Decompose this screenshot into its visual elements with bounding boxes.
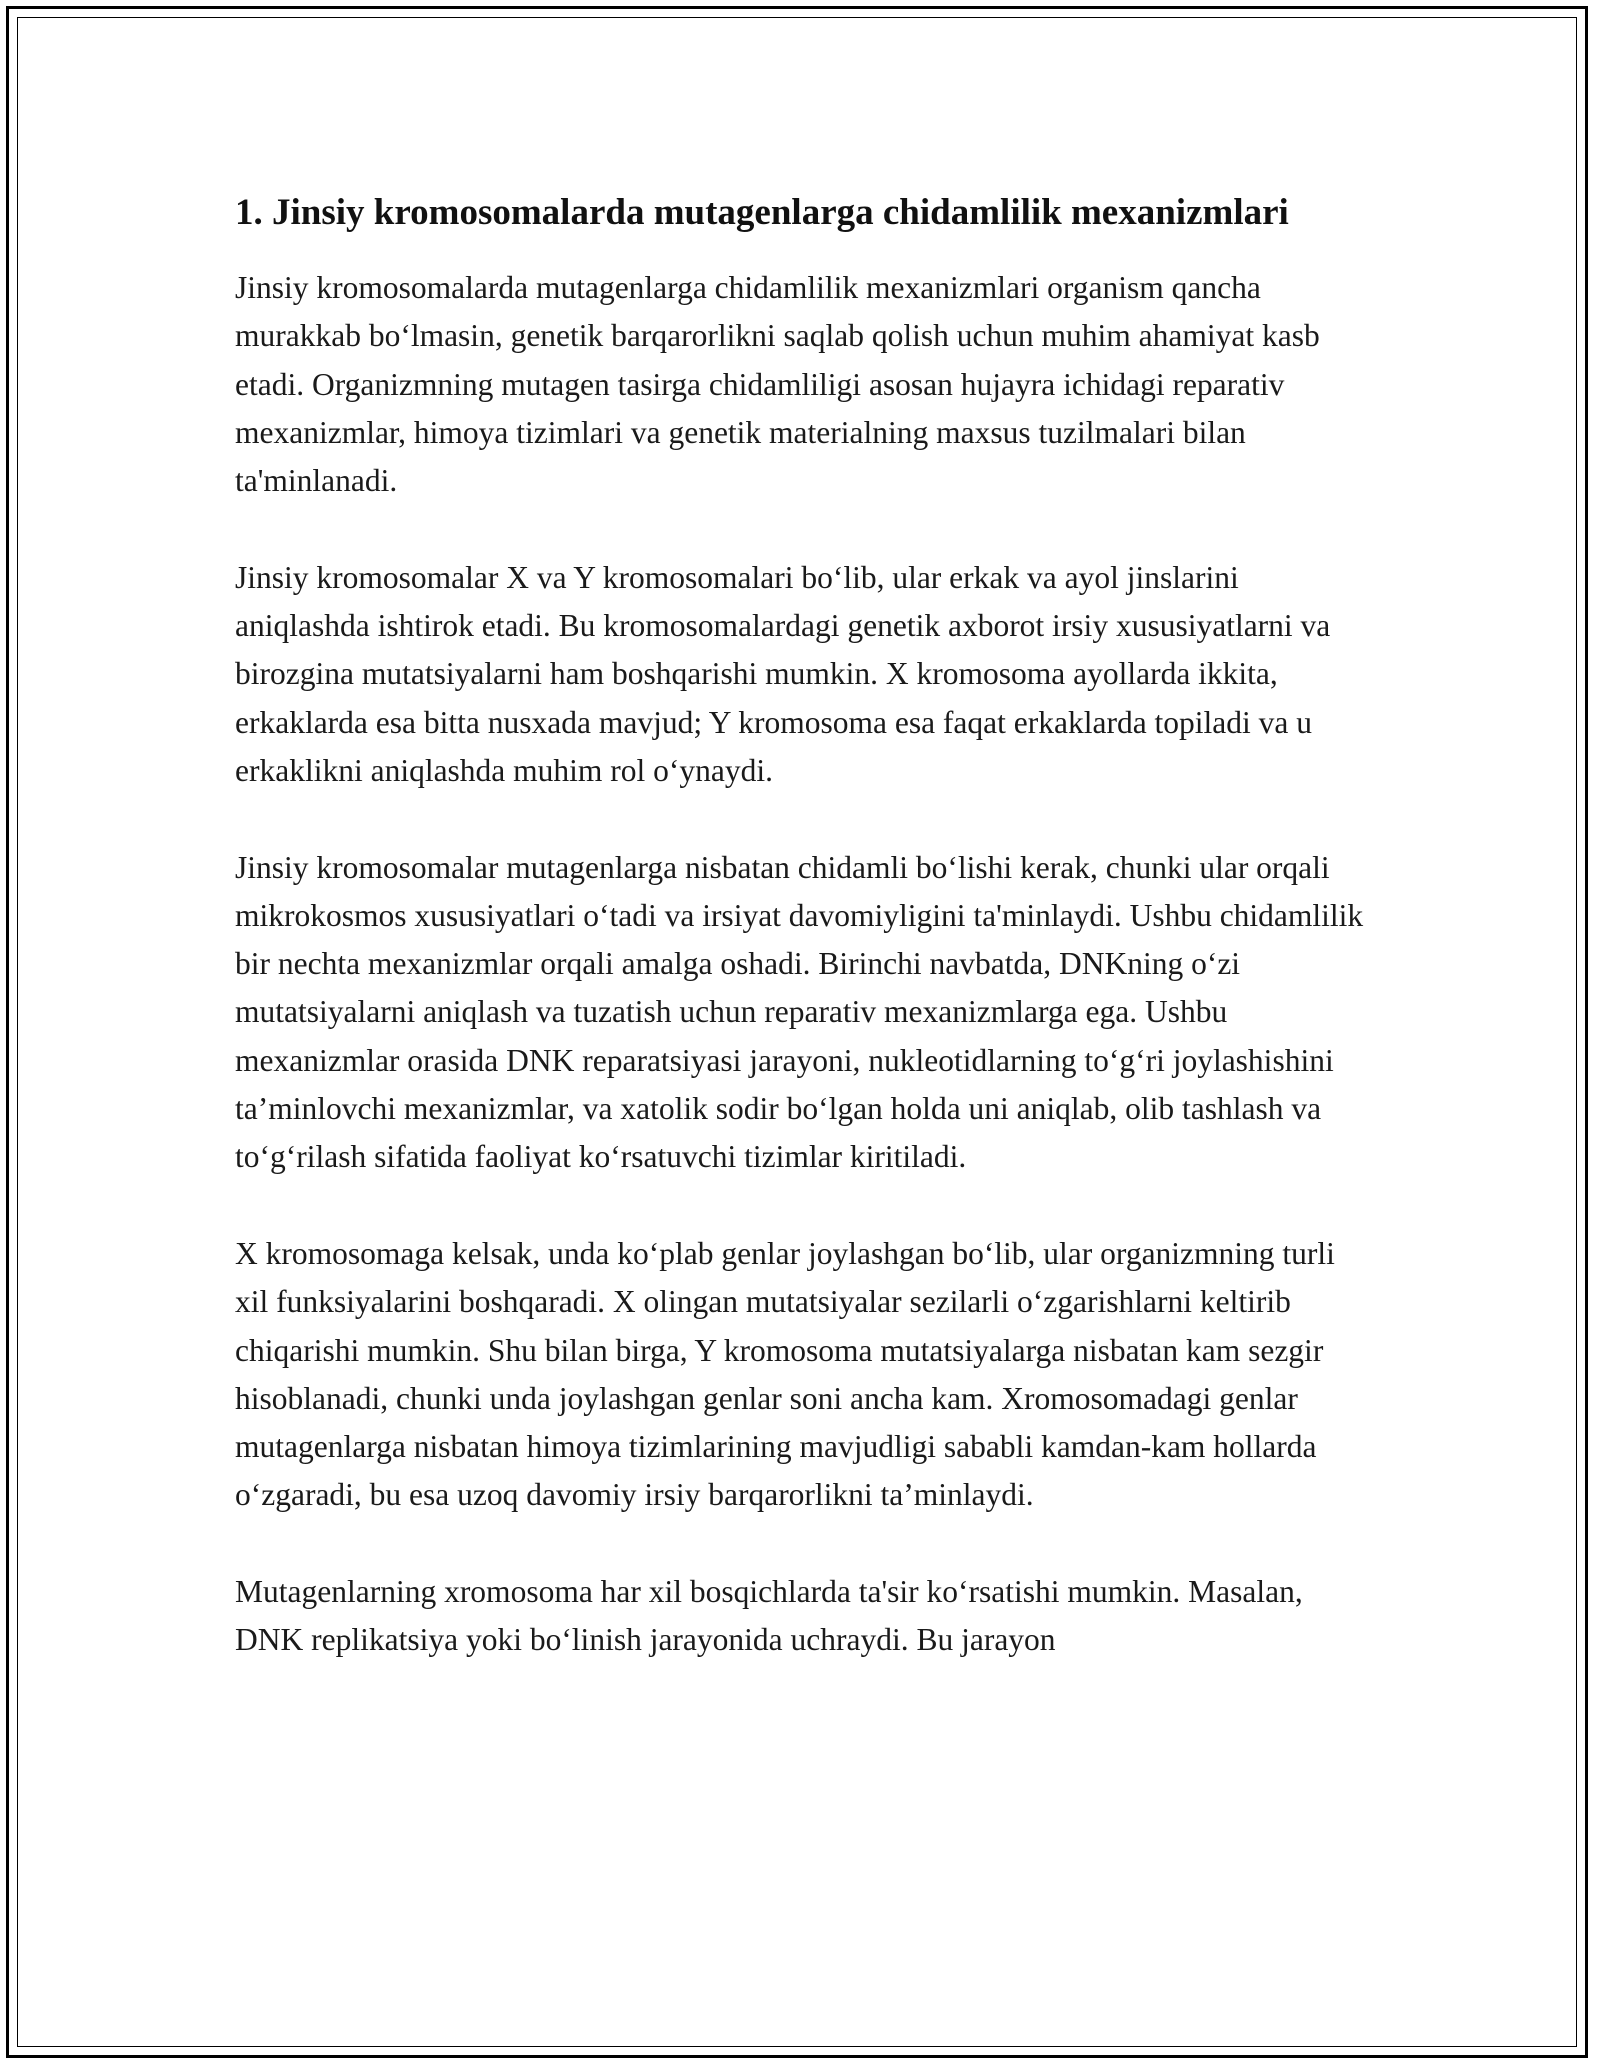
paragraph-5: Mutagenlarning xromosoma har xil bosqichlarda ta'sir ko‘rsatishi mumkin. Masalan, DNK replikatsiya yoki bo‘linish jarayonida uchraydi. Bu jarayon bbox=[235, 1574, 1303, 1658]
paragraph-3: Jinsiy kromosomalar mutagenlarga nisbatan chidamli bo‘lishi kerak, chunki ular orqali mikrokosmos xususiyatlari o‘tadi va irsiyat davomiyligini ta'minlaydi. Ushbu chidamlilik bir nechta mexanizmlar orqali amalga oshadi. Birinchi navbatda, DNKning o‘zi mutatsiyalarni aniqlash va tuzatish uchun reparativ mexanizmlarga ega. Ushbu mexanizmlar orasida DNK reparatsiyasi jarayoni, nukleotidlarning to‘g‘ri joylashishini ta’minlovchi mexanizmlar, va xatolik sodir bo‘lgan holda uni aniqlab, olib tashlash va to‘g‘rilash sifatida faoliyat ko‘rsatuvchi tizimlar kiritiladi. bbox=[235, 849, 1364, 1175]
paragraph-4: X kromosomaga kelsak, unda ko‘plab genlar joylashgan bo‘lib, ular organizmning turli xil funksiyalarini boshqaradi. X olingan mutatsiyalar sezilarli o‘zgarishlarni keltirib chiqarishi mumkin. Shu bilan birga, Y kromosoma mutatsiyalarga nisbatan kam sezgir hisoblanadi, chunki unda joylashgan genlar soni ancha kam. Xromosomadagi genlar mutagenlarga nisbatan himoya tizimlarining mavjudligi sababli kamdan-kam hollarda o‘zgaradi, bu esa uzoq davomiy irsiy barqarorlikni ta’minlaydi. bbox=[235, 1235, 1335, 1513]
section-heading: 1. Jinsiy kromosomalarda mutagenlarga chidamlilik mexanizmlari bbox=[235, 192, 1289, 233]
paragraph-2: Jinsiy kromosomalar X va Y kromosomalari bo‘lib, ular erkak va ayol jinslarini aniqlashda ishtirok etadi. Bu kromosomalardagi genetik axborot irsiy xususiyatlarni va birozgina mutatsiyalarni ham boshqarishi mumkin. X kromosoma ayollarda ikkita, erkaklarda esa bitta nusxada mavjud; Y kromosoma esa faqat erkaklarda topiladi va u erkaklikni aniqlashda muhim rol o‘ynaydi. bbox=[235, 559, 1331, 788]
paragraph-1: Jinsiy kromosomalarda mutagenlarga chidamlilik mexanizmlari organism qancha murakkab bo‘lmasin, genetik barqarorlikni saqlab qolish uchun muhim ahamiyat kasb etadi. Organizmning mutagen tasirga chidamliligi asosan hujayra ichidagi reparativ mexanizmlar, himoya tizimlari va genetik materialning maxsus tuzilmalari bilan ta'minlanadi. bbox=[235, 270, 1320, 499]
document-body bbox=[235, 185, 1365, 1665]
